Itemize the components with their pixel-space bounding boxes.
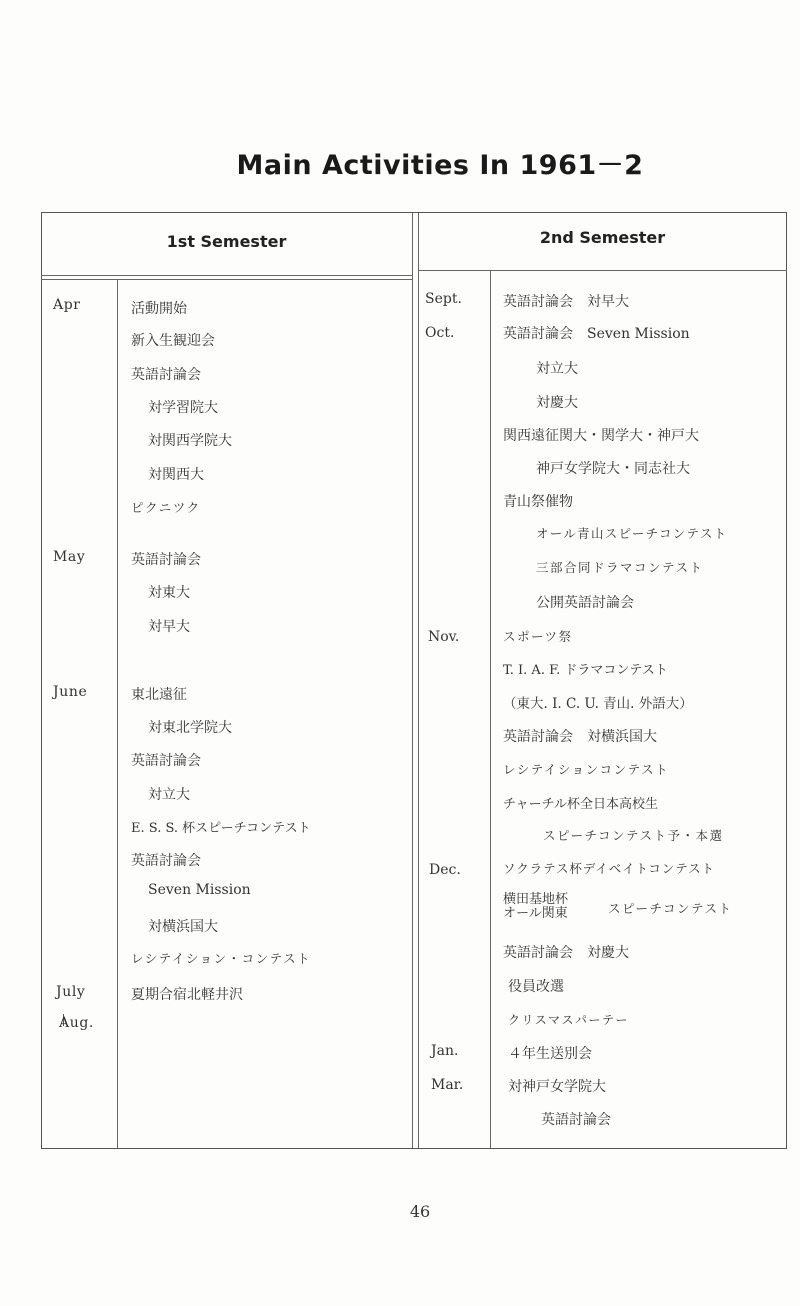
activity-item: 横田基地杯 [503, 892, 569, 907]
month-dec: Dec. [429, 862, 461, 878]
activity-item: Seven Mission [148, 882, 251, 898]
activity-item: 対東北学院大 [148, 720, 232, 736]
activity-item: レシテイション・コンテスト [131, 951, 312, 966]
activity-item: 対慶大 [536, 395, 578, 411]
month-column-divider-right [490, 270, 491, 1148]
semester2-heading: 2nd Semester [539, 228, 666, 247]
activity-item: 英語討論会 [131, 552, 201, 568]
activity-item: 対学習院大 [148, 400, 218, 416]
semester-divider-2 [418, 213, 419, 1148]
activity-item: 対関西大 [148, 467, 204, 483]
activity-item: ピクニツク [131, 500, 201, 515]
activity-item: 英語討論会 対横浜国大 [503, 729, 657, 745]
page-title: Main Activities In 1961－2 [236, 150, 644, 181]
activity-item: 英語討論会 [131, 753, 201, 769]
activity-item: 関西遠征関大・関学大・神戸大 [503, 428, 699, 444]
activity-item: E. S. S. 杯スピーチコンテスト [131, 821, 311, 836]
activity-item: 英語討論会 対早大 [503, 294, 629, 310]
month-nov: Nov. [428, 629, 460, 645]
activity-item: スピーチコンテスト [608, 901, 733, 916]
activity-item: 英語討論会 [131, 367, 201, 383]
activity-item: T. I. A. F. ドラマコンテスト [503, 663, 668, 678]
activity-item: 東北遠征 [131, 687, 187, 703]
activity-item: 活動開始 [131, 301, 187, 317]
activity-item: ソクラテス杯デイベイトコンテスト [503, 861, 715, 876]
activity-item: 対立大 [536, 361, 578, 377]
activity-item: 対東大 [148, 585, 190, 601]
month-may: May [53, 549, 86, 565]
month-mar: Mar. [431, 1077, 464, 1093]
header-divider-left [41, 275, 412, 276]
activity-item: 青山祭催物 [503, 494, 573, 510]
activity-item: 対早大 [148, 619, 190, 635]
activities-table [41, 212, 787, 1149]
month-oct: Oct. [425, 325, 455, 341]
page-number: 46 [409, 1202, 431, 1221]
month-sept: Sept. [425, 291, 462, 307]
month-aug: Aug. [59, 1015, 94, 1031]
activity-item: ４年生送別会 [508, 1046, 592, 1062]
activity-item: スピーチコンテスト予・本選 [543, 828, 724, 843]
activity-item: 対関西学院大 [148, 433, 232, 449]
activity-item: 夏期合宿北軽井沢 [131, 987, 243, 1003]
header-divider-left-2 [41, 279, 412, 280]
activity-item: （東大. I. C. U. 青山. 外語大） [503, 696, 693, 712]
semester1-heading: 1st Semester [166, 232, 287, 251]
month-column-divider-left [117, 279, 118, 1148]
activity-item: 公開英語討論会 [536, 595, 634, 611]
activity-item: 英語討論会 Seven Mission [503, 326, 690, 342]
activity-item: オール青山スピーチコンテスト [536, 526, 728, 541]
activity-item: レシテイションコンテスト [503, 762, 670, 777]
activity-item: スポーツ祭 [503, 629, 573, 644]
activity-item: クリスマスパーテー [508, 1013, 630, 1027]
activity-item: 三部合同ドラマコンテスト [536, 560, 704, 575]
activity-item: 対神戸女学院大 [508, 1079, 606, 1095]
activity-item: オール関東 [503, 906, 568, 921]
header-divider-right [418, 270, 787, 271]
month-jan: Jan. [431, 1043, 459, 1059]
semester-divider [412, 213, 413, 1148]
activity-item: 対立大 [148, 787, 190, 803]
month-june: June [53, 684, 88, 700]
activity-item: 役員改選 [508, 979, 564, 995]
activity-item: 新入生観迎会 [131, 333, 215, 349]
month-july: July [56, 984, 86, 1000]
month-apr: Apr [53, 297, 81, 313]
activity-item: 英語討論会 [541, 1112, 611, 1128]
activity-item: 対横浜国大 [148, 919, 218, 935]
activity-item: チャーチル杯全日本高校生 [503, 797, 658, 812]
activity-item: 英語討論会 [131, 853, 201, 869]
activity-item: 英語討論会 対慶大 [503, 945, 629, 961]
activity-item: 神戸女学院大・同志社大 [536, 461, 690, 477]
